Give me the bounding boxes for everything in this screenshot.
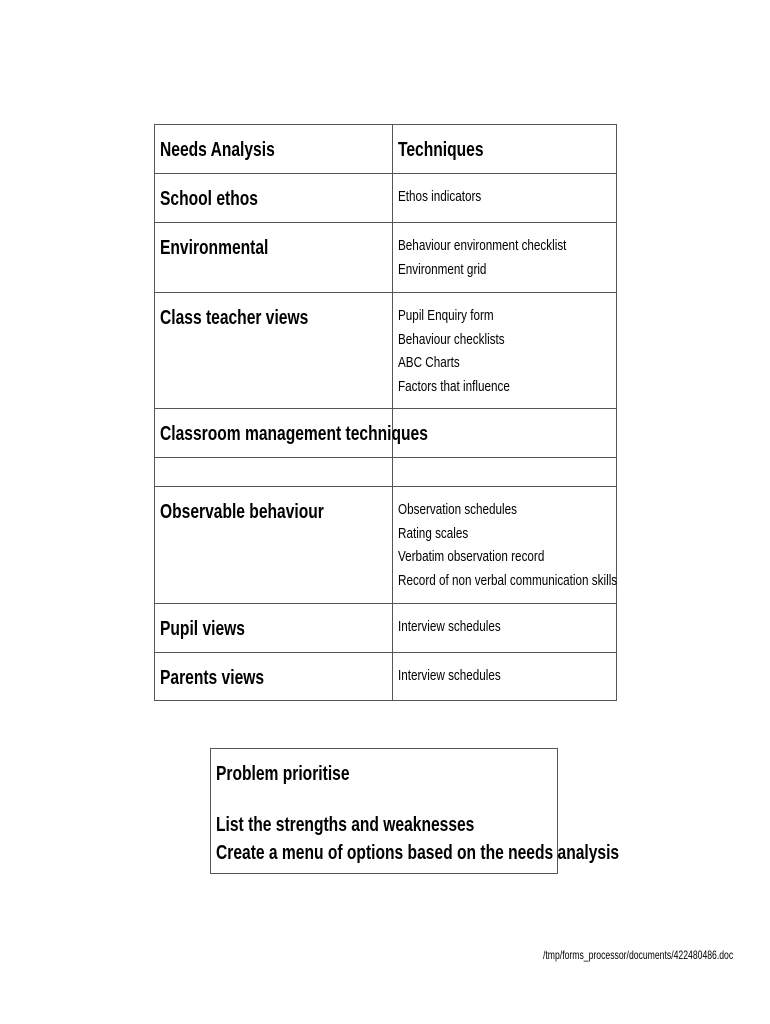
row-techniques-cell — [393, 487, 617, 604]
row-techniques-cell — [393, 458, 617, 487]
needs-analysis-table — [154, 124, 617, 701]
problem-box-title: Problem prioritise — [216, 763, 350, 785]
row-analysis-cell: Observable behaviour — [155, 487, 393, 604]
table-row — [155, 604, 617, 653]
row-analysis-cell — [155, 458, 393, 487]
table-header-row — [155, 125, 617, 174]
footer-file-path: /tmp/forms_processor/documents/422480486.doc — [543, 948, 734, 962]
row-analysis-cell: Classroom management techniques — [155, 409, 393, 458]
technique-item: Interview schedules — [398, 618, 501, 635]
row-techniques-cell — [393, 293, 617, 409]
row-analysis-cell: Pupil views — [155, 604, 393, 653]
table-row — [155, 409, 617, 458]
technique-item: Verbatim observation record — [398, 548, 545, 565]
header-needs-analysis: Needs Analysis — [155, 125, 393, 174]
problem-box-line: Create a menu of options based on the needs analysis — [216, 842, 620, 864]
problem-box-line: List the strengths and weaknesses — [216, 814, 475, 836]
row-analysis-cell: Parents views — [155, 653, 393, 701]
technique-item: Behaviour checklists — [398, 330, 505, 348]
table-row — [155, 293, 617, 409]
row-techniques-cell — [393, 604, 617, 653]
table-row — [155, 223, 617, 293]
row-techniques-cell — [393, 174, 617, 223]
technique-item: Factors that influence — [398, 377, 510, 395]
table-row — [155, 174, 617, 223]
row-techniques-cell — [393, 653, 617, 701]
technique-item: Environment grid — [398, 260, 487, 278]
table-row — [155, 653, 617, 701]
row-analysis-cell: Class teacher views — [155, 293, 393, 409]
technique-item: Record of non verbal communication skills — [398, 571, 618, 589]
technique-item: Rating scales — [398, 524, 469, 542]
row-analysis-cell: Environmental — [155, 223, 393, 293]
problem-box-list — [216, 811, 733, 867]
table-row-empty — [155, 458, 617, 487]
technique-item: ABC Charts — [398, 354, 460, 371]
technique-item: Behaviour environment checklist — [398, 237, 567, 254]
technique-item: Ethos indicators — [398, 188, 482, 205]
header-techniques: Techniques — [393, 125, 617, 174]
problem-prioritise-box — [210, 748, 620, 874]
technique-item: Pupil Enquiry form — [398, 307, 494, 324]
technique-item: Observation schedules — [398, 501, 518, 518]
row-techniques-cell — [393, 223, 617, 293]
technique-item: Interview schedules — [398, 667, 501, 684]
table-row — [155, 487, 617, 604]
row-analysis-cell: School ethos — [155, 174, 393, 223]
